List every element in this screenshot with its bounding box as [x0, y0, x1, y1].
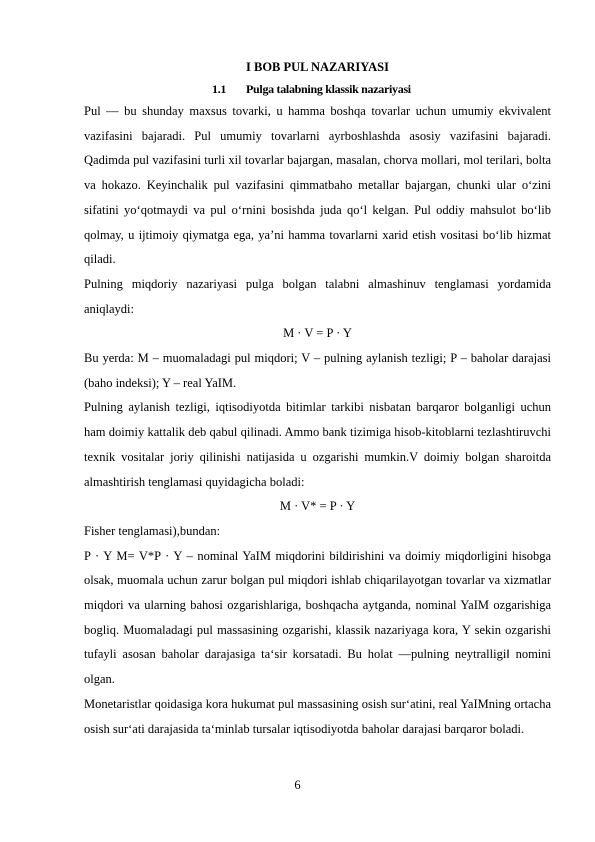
- page-content: [84, 57, 551, 741]
- paragraph-money-definition: Pul — bu shunday maxsus tovarki, u hamma boshqa tovarlar uchun umumiy ekvivalent vazifasini bajaradi. Pul umumiy tovarlarni ayrboshlashda asosiy vazifasini bajaradi. Qadimda pul vazifasini turli xil tovarlar bajargan, masalan, chorva mollari, mol terilari, bolta va hokazo. Keyinchalik pul vazifasini qimmatbaho metallar bajargan, chunki ular o‘zini sifatini yo‘qotmaydi va pul o‘rnini bosishda juda qo‘l kelgan. Pul oddiy mahsulot bo‘lib qolmay, u ijtimoiy qiymatga ega, ya’ni hamma tovarlarni xarid etish vositasi bo‘lib hizmat qiladi.: [84, 104, 551, 267]
- section-number: 1.1: [212, 82, 227, 96]
- section-title: Pulga talabning klassik nazariyasi: [246, 82, 411, 96]
- formula-constant-velocity: M · V* = P · Y: [279, 499, 356, 514]
- page-number: 6: [294, 778, 301, 792]
- paragraph-nominal-gdp: P · Y M= V*P · Y – nominal YaIM miqdorini bildirishini va doimiy miqdorligini hisobga olsak, muomala uchun zarur bolgan pul miqdori ishlab chiqarilayotgan tovarlar va xizmatlar miqdori va ularning bahosi ozgarishlariga, boshqacha aytganda, nominal YaIM ozgarishiga bogliq. Muomaladagi pul massasining ozgarishi, klassik nazariyaga kora, Y sekin ozgarishi tufayli asosan baholar darajasiga ta‘sir korsatadi. Bu holat ―pulning neytralligi‖ nomini olgan.: [84, 548, 551, 687]
- chapter-title: I BOB PUL NAZARIYASI: [246, 60, 389, 74]
- formula-exchange-equation: M · V = P · Y: [283, 326, 352, 341]
- paragraph-quantity-theory: Pulning miqdoriy nazariyasi pulga bolgan talabni almashinuv tenglamasi yordamida aniqlaydi:: [84, 276, 551, 316]
- paragraph-monetarists: Monetaristlar qoidasiga kora hukumat pul massasining osish sur‘atini, real YaIMning ortacha osish sur‘ati darajasida ta‘minlab tursalar iqtisodiyotda baholar darajasi barqaror boladi.: [84, 696, 551, 736]
- section-heading: [84, 79, 551, 99]
- paragraph-fisher: Fisher tenglamasi),bundan:: [84, 523, 221, 538]
- paragraph-velocity: Pulning aylanish tezligi, iqtisodiyotda bitimlar tarkibi nisbatan barqaror bolganligi uchun ham doimiy kattalik deb qabul qilinadi. Ammo bank tizimiga hisob-kitoblarni tezlashtiruvchi texnik vositalar joriy qilinishi natijasida u ozgarishi mumkin.V doimiy bolgan sharoitda almashtirish tenglamasi quyidagicha boladi:: [84, 400, 551, 489]
- paragraph-variable-definitions: Bu yerda: M – muomaladagi pul miqdori; V – pulning aylanish tezligi; P – baholar darajasi (baho indeksi); Y – real YaIM.: [84, 351, 551, 390]
